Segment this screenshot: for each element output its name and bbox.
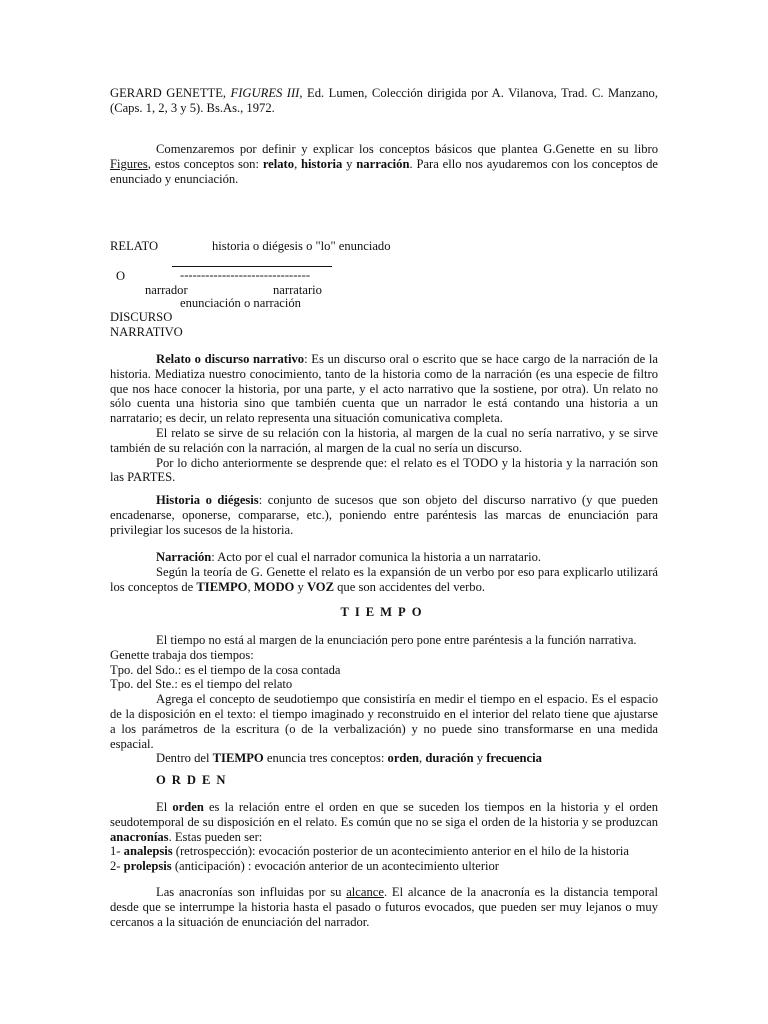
diagram-line: [172, 266, 332, 267]
citation-author: GERARD GENETTE,: [110, 86, 227, 100]
citation: [110, 86, 658, 116]
diagram-dashes: -------------------------------: [180, 268, 311, 282]
orden-item-analepsis: 1- analepsis (retrospección): evocación posterior de un acontecimiento anterior en el hilo de la historia: [110, 844, 629, 859]
citation-book: FIGURES III: [230, 86, 300, 100]
narracion-definition: Narración: Acto por el cual el narrador comunica la historia a un narratario. Según la teoría de G. Genette el relato es la expansión de un verbo por eso para explicarlo utilizará los conceptos de TIEMPO, MODO y VOZ que son accidentes del verbo.: [110, 550, 658, 594]
diagram-narratario: narratario: [273, 283, 322, 297]
historia-definition: Historia o diégesis: conjunto de sucesos que son objeto del discurso narrativo (y que pueden encadenarse, oponerse, compararse, etc.), poniendo entre paréntesis las marcas de enunciación para privilegiar los sucesos de la historia.: [110, 493, 659, 537]
relato-definition: Relato o discurso narrativo: Es un discurso oral o escrito que se hace cargo de la narración de la historia. Mediatiza nuestro conocimiento, tanto de la historia como de la narración (es una especie de filtro que nos hace conocer la historia, por una parte, y el acto narrativo que la sostiene, por otra). Un relato no sólo cuenta una historia sino que también cuenta que un narrador le está contando una historia a un narratario; es decir, un relato representa una situación comunicativa completa. El relato se sirve de su relación con la historia, al margen de la cual no sería narrativo, y se sirve también de su relación con la narración, al margen de la cual no sería un discurso. Por lo dicho anteriormente se desprende que: el relato es el TODO y la historia y la narración son las PARTES.: [110, 352, 659, 485]
diagram-discurso: DISCURSO: [110, 310, 173, 324]
alcance-paragraph: Las anacronías son influidas por su alcance. El alcance de la anacronía es la distancia temporal desde que se interrumpe la historia hasta el pasado o futuros evocados, que pueden ser muy lejanos o muy cercanos a la situación de enunciación del narrador.: [110, 885, 658, 929]
narracion-term: Narración: [156, 550, 212, 564]
diagram-historia: historia o diégesis o "lo" enunciado: [212, 239, 391, 253]
tiempo-section: El tiempo no está al margen de la enunciación pero pone entre paréntesis a la función narrativa. Genette trabaja dos tiempos: Tpo. del Sdo.: es el tiempo de la cosa contada Tpo. del Ste.: es el tiempo del relato Agrega el concepto de seudotiempo que consistiría en medir el tiempo en el espacio. Es el espacio de la disposición en el texto: el tiempo imaginado y reconstruido en el interior del relato tiene que ajustarse a los parámetros de la escritura (o de la verbalización) y no puede sino transformarse en una medida espacial. Dentro del TIEMPO enuncia tres conceptos: orden, duración y frecuencia: [110, 633, 658, 766]
orden-item-prolepsis: 2- prolepsis (anticipación) : evocación anterior de un acontecimiento ulterior: [110, 859, 499, 874]
orden-section: El orden es la relación entre el orden en que se suceden los tiempos en la historia y el orden seudotemporal de su disposición en el relato. Es común que no se siga el orden de la historia y se produzcan anacronías. Estas pueden ser: 1- analepsis (retrospección): evocación posterior de un acontecimiento anterior en el hilo de la historia 2- prolepsis (anticipación) : evocación anterior de un acontecimiento ulterior: [110, 800, 658, 874]
diagram-narrativo: NARRATIVO: [110, 325, 183, 339]
orden-heading: ORDEN: [156, 773, 232, 787]
diagram-relato: RELATO: [110, 239, 159, 253]
diagram-narrador: narrador: [145, 283, 188, 297]
intro-paragraph: Comenzaremos por definir y explicar los conceptos básicos que plantea G.Genette en su libro Figures, estos conceptos son: relato, historia y narración. Para ello nos ayudaremos con los conceptos de enunciado y enunciación.: [110, 142, 659, 186]
diagram-enunciacion: enunciación o narración: [180, 296, 301, 310]
tiempo-heading: TIEMPO: [340, 605, 428, 619]
diagram-o: O: [116, 269, 126, 283]
historia-term: Historia o diégesis: [156, 493, 259, 507]
citation-rest: , Ed. Lumen, Colección dirigida por A. Vilanova, Trad. C. Manzano, (Caps. 1, 2, 3 y 5). Bs.As., 1972.: [110, 86, 658, 115]
intro-book-title: Figures: [110, 156, 148, 171]
relato-term: Relato o discurso narrativo: [156, 352, 305, 366]
